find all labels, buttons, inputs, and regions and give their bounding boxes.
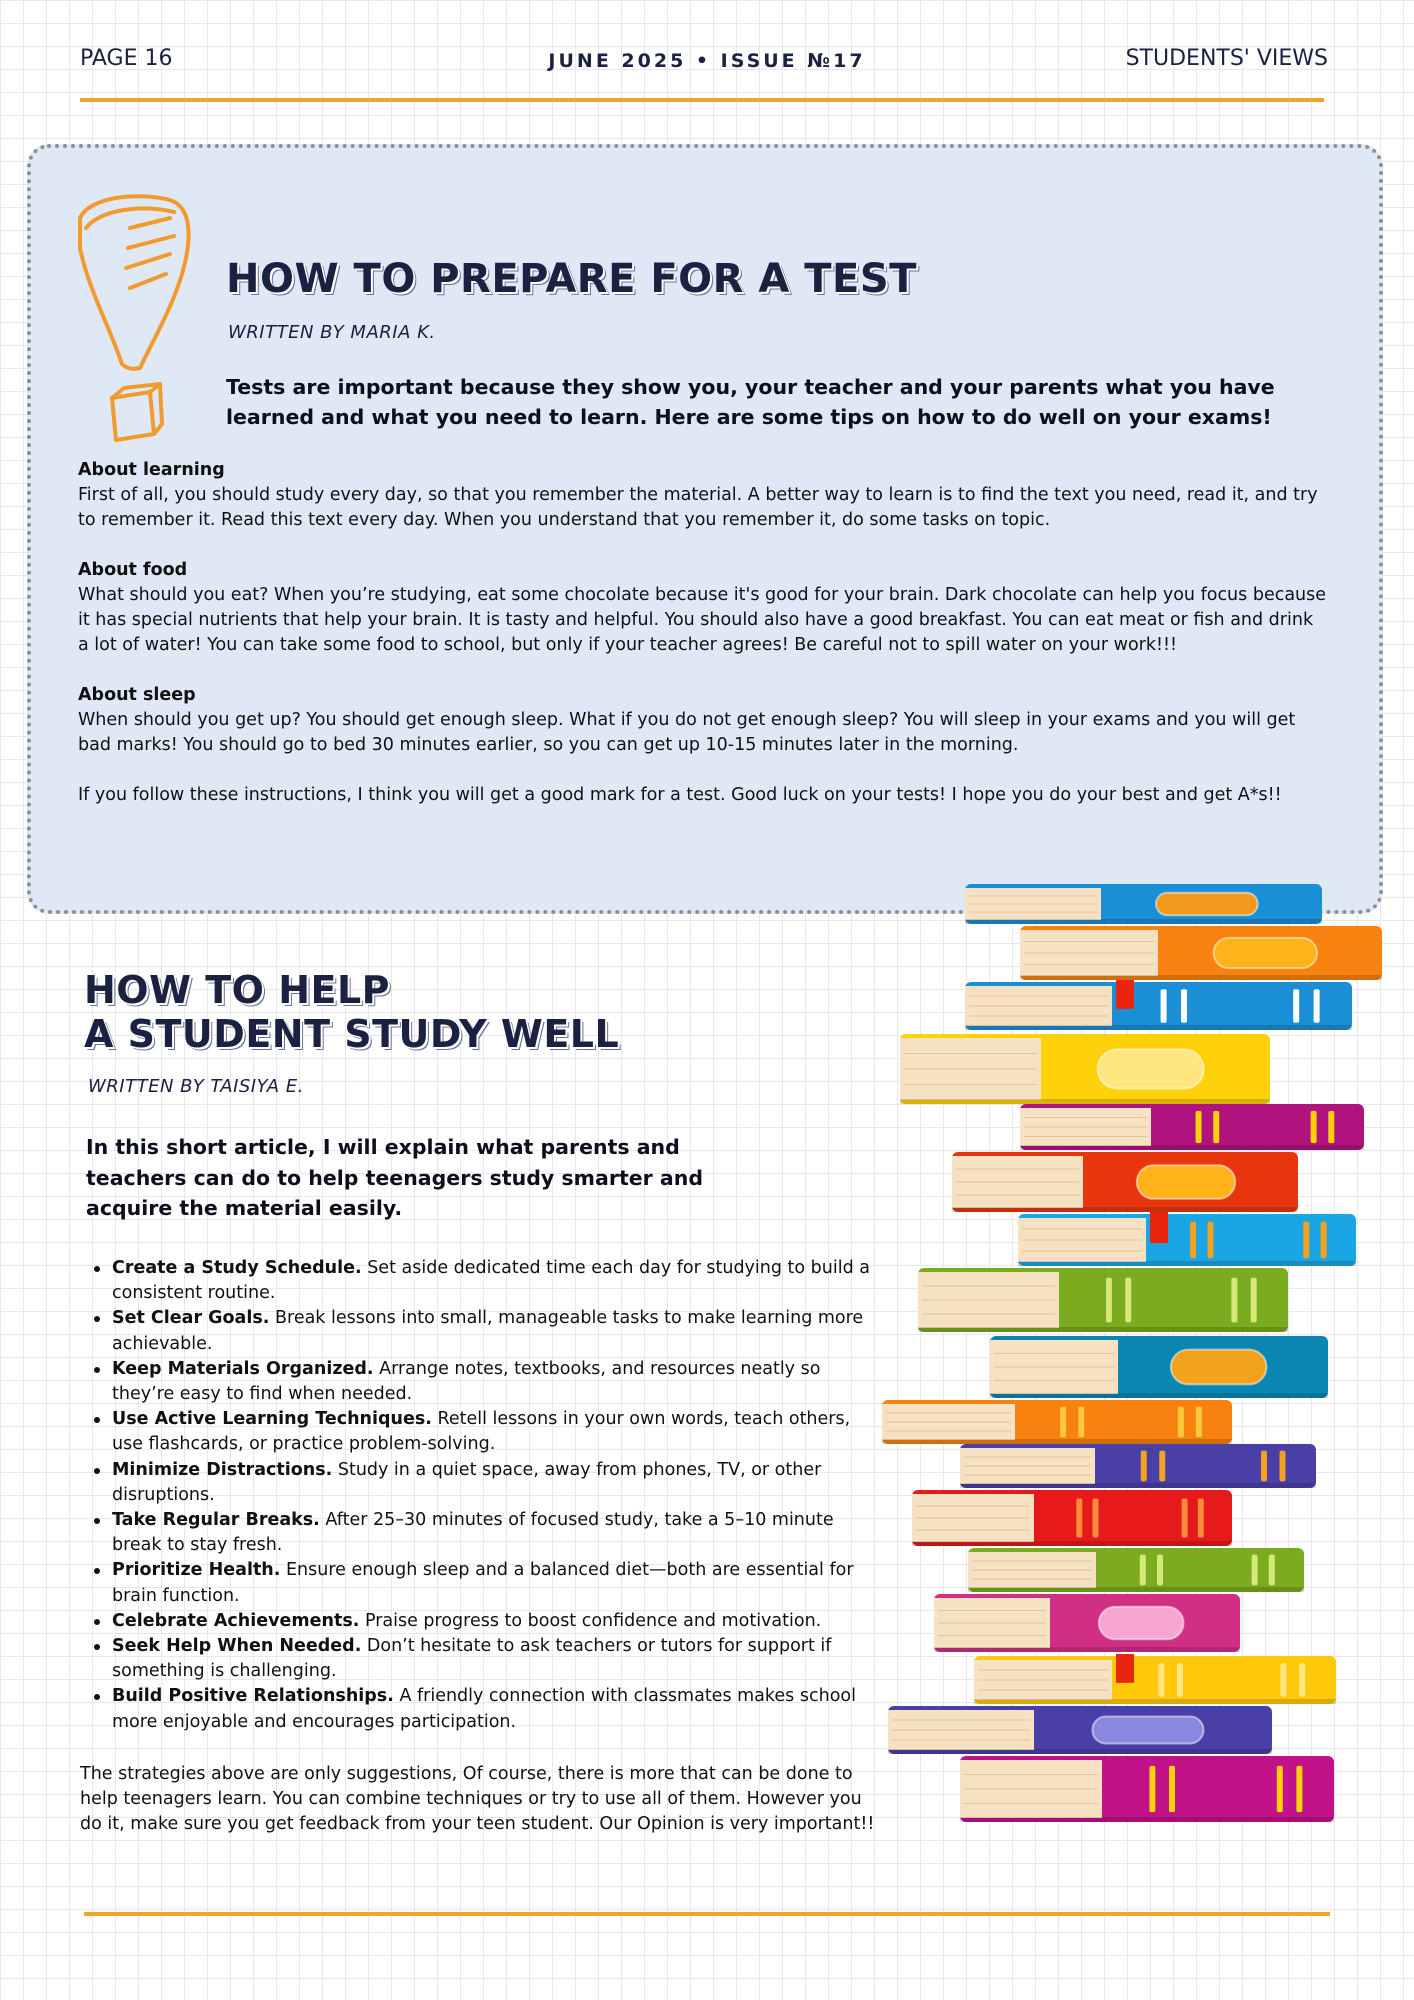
article2-title-line1: HOW TO HELP (84, 968, 391, 1012)
issue-label: JUNE 2025 • ISSUE №17 (548, 50, 866, 72)
book-13 (968, 1548, 1304, 1592)
book-stripe (1277, 1766, 1283, 1812)
book-2 (1020, 926, 1382, 980)
book-stripe (1106, 1278, 1112, 1323)
tips-list (86, 1256, 886, 1735)
bookmark-ribbon (1116, 980, 1134, 1009)
book-3 (965, 980, 1352, 1030)
book-stripe (1140, 1555, 1146, 1586)
tip-text: A friendly connection with classmates makes school more enjoyable and encourages participation. (112, 1686, 856, 1732)
book-stripe (1293, 989, 1299, 1023)
article1-closing: If you follow these instructions, I think you will get a good mark for a test. Good luck on your tests! I hope you do your best and get A*s!! (78, 785, 1282, 805)
tip-text: Break lessons into small, manageable tasks to make learning more achievable. (112, 1308, 864, 1354)
book-stripe (1321, 1222, 1327, 1258)
list-item (86, 1407, 886, 1457)
book-12 (912, 1490, 1232, 1546)
book-shadow (974, 1699, 1336, 1704)
book-stripe (1280, 1663, 1286, 1697)
section-text-sleep: When should you get up? You should get enough sleep. What if you do not get enough sleep? You will sleep in your exams and you will get bad marks! You should go to bed 30 minutes earlier, so you can get up 10-15 minutes later in the morning. (78, 710, 1296, 755)
footer-divider (84, 1912, 1330, 1916)
book-14 (934, 1594, 1240, 1652)
book-stripe (1251, 1278, 1257, 1323)
book-6 (952, 1152, 1298, 1212)
book-stripe (1252, 1555, 1258, 1586)
section-heading-food: About food (78, 560, 188, 580)
book-stripe (1093, 1498, 1099, 1537)
book-stripe (1261, 1451, 1267, 1482)
section-text-food: What should you eat? When you’re studying, eat some chocolate because it's good for your brain. Dark chocolate can help you focus because it has special nutrients that help your brain. It is tasty and helpful. You should also have a good breakfast. You can eat meat or fish and drink a lot of water! You can take some food to school, but only if your teacher agrees! Be careful not to spill water on your work!!! (78, 585, 1327, 655)
book-stripe (1208, 1222, 1214, 1258)
tip-text: Study in a quiet space, away from phones, TV, or other disruptions. (112, 1459, 822, 1505)
book-stripe (1060, 1407, 1066, 1438)
tip-title: Keep Materials Organized. (112, 1358, 374, 1379)
book-label (1098, 1049, 1204, 1088)
tip-text: Ensure enough sleep and a balanced diet—both are essential for brain function. (112, 1560, 854, 1606)
book-label (1156, 893, 1258, 915)
tip-title: Set Clear Goals. (112, 1308, 270, 1329)
book-5 (1020, 1104, 1364, 1150)
book-stripe (1198, 1498, 1204, 1537)
book-label (1099, 1607, 1184, 1639)
section-heading-sleep: About sleep (78, 685, 196, 705)
book-stripe (1141, 1451, 1147, 1482)
tip-title: Use Active Learning Techniques. (112, 1409, 432, 1430)
book-stripe (1158, 1663, 1164, 1697)
book-stripe (1157, 1555, 1163, 1586)
tip-title: Minimize Distractions. (112, 1459, 333, 1480)
article2-title-line2: A STUDENT STUDY WELL (84, 1012, 620, 1056)
book-stripe (1177, 1663, 1183, 1697)
book-stripe (1311, 1111, 1317, 1143)
book-4 (900, 1034, 1270, 1104)
book-8 (918, 1268, 1288, 1332)
book-stripe (1296, 1766, 1302, 1812)
book-shadow (1020, 975, 1382, 980)
book-shadow (968, 1587, 1304, 1592)
book-stripe (1231, 1278, 1237, 1323)
list-item (86, 1306, 886, 1356)
book-shadow (1018, 1261, 1356, 1266)
book-shadow (934, 1647, 1240, 1652)
book-shadow (960, 1483, 1316, 1488)
book-label (1214, 938, 1317, 968)
book-shadow (952, 1207, 1298, 1212)
book-shadow (882, 1439, 1232, 1444)
list-item (86, 1357, 886, 1407)
tip-title: Prioritize Health. (112, 1560, 281, 1581)
section-heading-learning: About learning (78, 460, 225, 480)
book-16 (888, 1706, 1272, 1754)
tip-title: Take Regular Breaks. (112, 1510, 320, 1531)
tip-text: Praise progress to boost confidence and motivation. (359, 1610, 822, 1631)
bookmark-ribbon (1150, 1212, 1168, 1243)
book-stripe (1303, 1222, 1309, 1258)
book-shadow (900, 1099, 1270, 1104)
book-stripe (1169, 1766, 1175, 1812)
book-shadow (1020, 1145, 1364, 1150)
book-shadow (888, 1749, 1272, 1754)
book-shadow (990, 1393, 1328, 1398)
book-stripe (1161, 989, 1167, 1023)
list-item (86, 1634, 886, 1684)
book-shadow (965, 919, 1322, 924)
article1-title: HOW TO PREPARE FOR A TEST (226, 256, 917, 302)
book-stripe (1178, 1407, 1184, 1438)
book-label (1092, 1717, 1203, 1744)
section-label: STUDENTS' VIEWS (1125, 46, 1328, 71)
book-stripe (1182, 1498, 1188, 1537)
tip-text: After 25–30 minutes of focused study, take a 5–10 minute break to stay fresh. (112, 1510, 834, 1556)
tip-text: Set aside dedicated time each day for studying to build a consistent routine. (112, 1258, 870, 1304)
book-stripe (1299, 1663, 1305, 1697)
tip-text: Don’t hesitate to ask teachers or tutors for support if something is challenging. (112, 1636, 832, 1682)
article2-byline: WRITTEN BY TAISIYA E. (88, 1076, 304, 1097)
section-text-learning: First of all, you should study every day, so that you remember the material. A better way to learn is to find the text you need, read it, and try to remember it. Read this text every day. When you understand that you remember it, do some tasks on topic. (78, 485, 1318, 530)
book-stripe (1076, 1498, 1082, 1537)
book-shadow (965, 1025, 1352, 1030)
book-11 (960, 1444, 1316, 1488)
book-shadow (912, 1541, 1232, 1546)
list-item (86, 1558, 886, 1608)
book-shadow (918, 1327, 1288, 1332)
book-stripe (1213, 1111, 1219, 1143)
book-stripe (1078, 1407, 1084, 1438)
article1-lead: Tests are important because they show you, your teacher and your parents what you have learned and what you need to learn. Here are some tips on how to do well on your exams! (226, 375, 1275, 429)
book-stripe (1159, 1451, 1165, 1482)
book-stripe (1125, 1278, 1131, 1323)
list-item (86, 1458, 886, 1508)
book-stripe (1181, 989, 1187, 1023)
book-label (1171, 1350, 1267, 1385)
book-7 (1018, 1212, 1356, 1266)
book-stripe (1149, 1766, 1155, 1812)
article1-byline: WRITTEN BY MARIA K. (228, 322, 436, 343)
article2-closing: The strategies above are only suggestions, Of course, there is more that can be done to help teenagers learn. You can combine techniques or try to use all of them. However you do it, make sure you get feedback from your teen student. Our Opinion is very important!! (80, 1764, 875, 1835)
book-label (1137, 1165, 1235, 1199)
bookmark-ribbon (1116, 1654, 1134, 1683)
book-stripe (1190, 1222, 1196, 1258)
tip-title: Build Positive Relationships. (112, 1686, 394, 1707)
list-item (86, 1256, 886, 1306)
book-17 (960, 1756, 1334, 1822)
tip-text: Arrange notes, textbooks, and resources neatly so they’re easy to find when needed. (112, 1358, 821, 1405)
tip-title: Celebrate Achievements. (112, 1610, 360, 1631)
list-item (86, 1508, 886, 1558)
book-stripe (1314, 989, 1320, 1023)
book-stripe (1280, 1451, 1286, 1482)
book-9 (990, 1336, 1328, 1398)
list-item (86, 1684, 886, 1734)
article2-title (84, 968, 619, 1056)
tip-title: Create a Study Schedule. (112, 1258, 362, 1278)
book-10 (882, 1400, 1232, 1444)
page-number: PAGE 16 (80, 46, 173, 71)
book-1 (965, 884, 1322, 924)
book-stripe (1196, 1407, 1202, 1438)
book-15 (974, 1654, 1336, 1704)
book-shadow (960, 1817, 1334, 1822)
book-stripe (1269, 1555, 1275, 1586)
tip-text: Retell lessons in your own words, teach others, use flashcards, or practice problem-solving. (112, 1409, 851, 1455)
tip-title: Seek Help When Needed. (112, 1636, 362, 1657)
article2-lead: In this short article, I will explain what parents and teachers can do to help teenagers study smarter and acquire the material easily. (86, 1135, 703, 1220)
book-stripe (1328, 1111, 1334, 1143)
list-item (86, 1609, 886, 1634)
book-stripe (1196, 1111, 1202, 1143)
